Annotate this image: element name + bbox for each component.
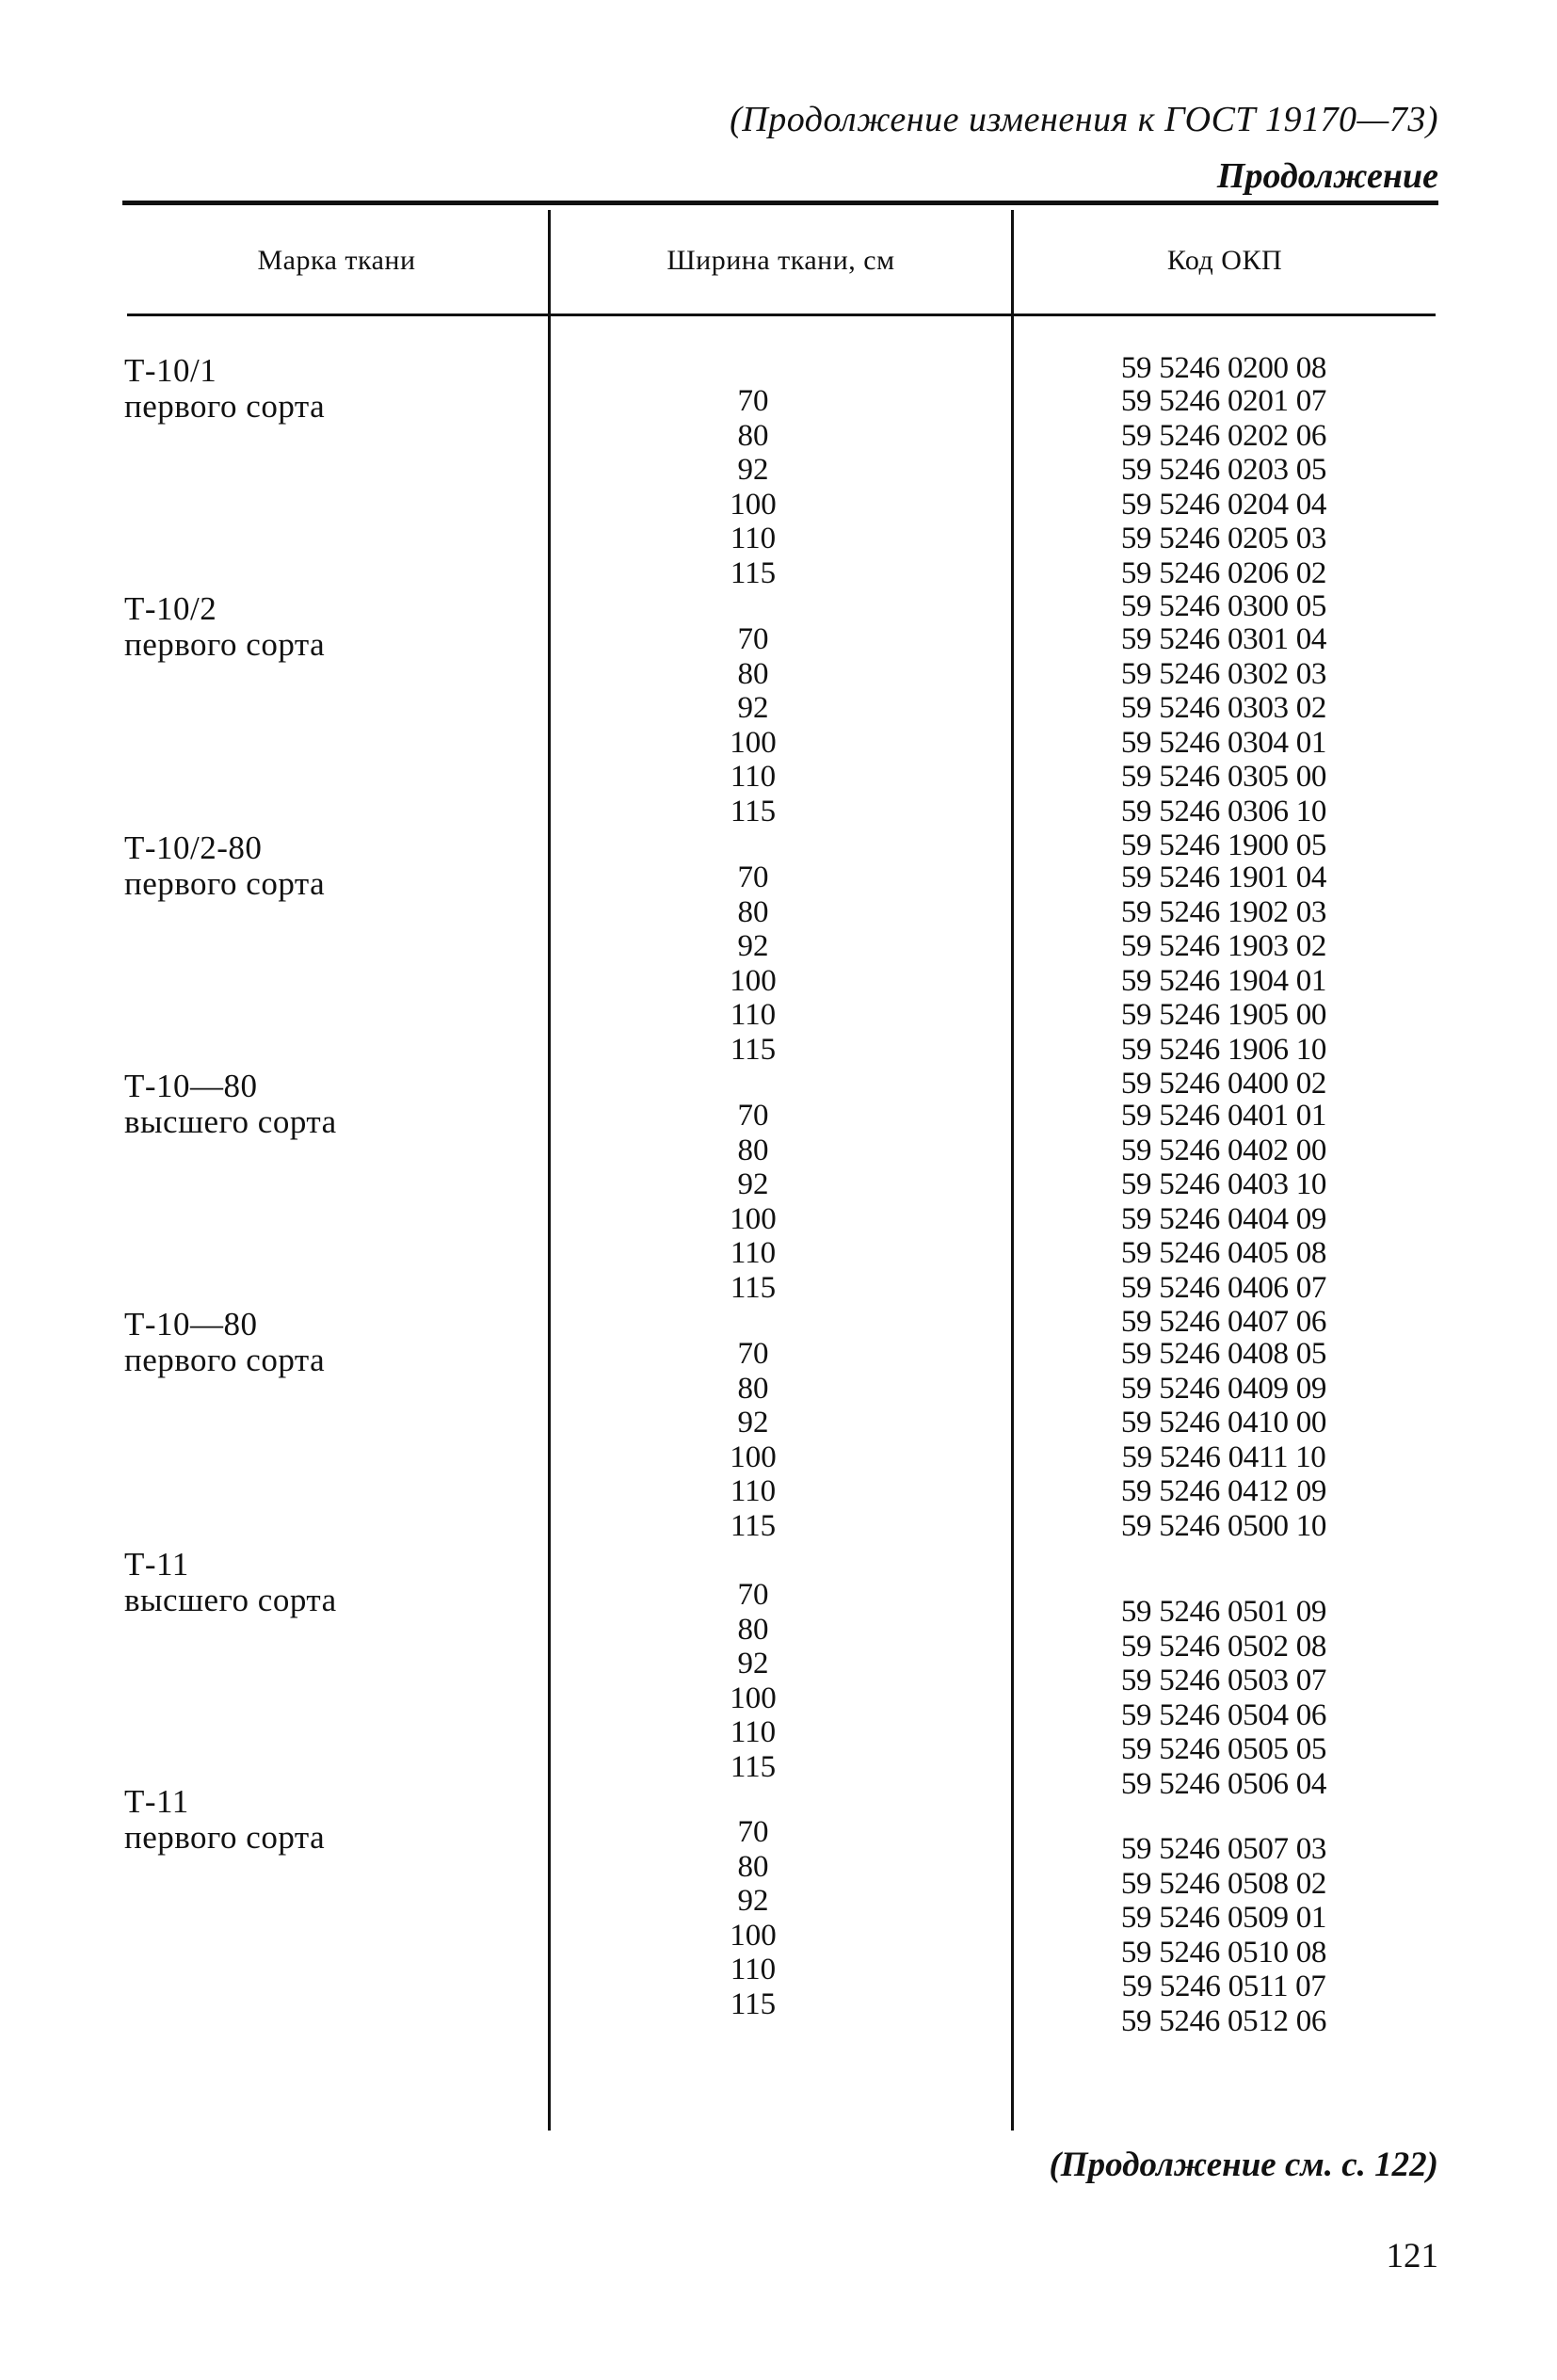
fabric-width: 100	[730, 487, 777, 522]
okp-code: 59 5246 0405 08	[1120, 1236, 1327, 1270]
okp-code: 59 5246 0511 07	[1121, 1970, 1326, 2003]
okp-code: 59 5246 0204 04	[1120, 487, 1327, 522]
okp-code: 59 5246 0304 01	[1120, 725, 1327, 760]
fabric-width: 80	[737, 894, 769, 929]
okp-code: 59 5246 0512 06	[1120, 2003, 1327, 2038]
okp-code: 59 5246 0505 05	[1120, 1732, 1327, 1766]
fabric-grade: первого сорта	[124, 1342, 326, 1378]
okp-code: 59 5246 0404 09	[1120, 1201, 1327, 1236]
column-header-width: Ширина ткани, см	[666, 245, 895, 276]
okp-code: 59 5246 0410 00	[1120, 1406, 1327, 1439]
fabric-width: 110	[730, 760, 777, 794]
okp-code: 59 5246 0501 09	[1120, 1595, 1327, 1629]
table-header-rule	[127, 314, 1436, 316]
fabric-width: 92	[737, 691, 769, 725]
okp-code: 59 5246 0504 06	[1120, 1697, 1327, 1732]
fabric-width: 115	[730, 1749, 777, 1784]
fabric-mark: Т-10/1	[124, 352, 217, 389]
fabric-width: 70	[737, 1578, 769, 1612]
fabric-width: 115	[730, 1032, 777, 1067]
okp-code: 59 5246 1902 03	[1120, 894, 1327, 929]
fabric-width: 92	[737, 1647, 769, 1680]
fabric-width: 115	[730, 1986, 777, 2021]
fabric-width: 70	[737, 1337, 769, 1371]
fabric-width: 110	[730, 1236, 777, 1270]
page-number: 121	[1386, 2237, 1438, 2275]
fabric-width: 80	[737, 418, 769, 453]
okp-code: 59 5246 0408 05	[1120, 1337, 1327, 1371]
fabric-grade: первого сорта	[124, 865, 326, 902]
okp-code: 59 5246 0305 00	[1120, 760, 1327, 794]
fabric-width: 70	[737, 384, 769, 418]
okp-code: 59 5246 0403 10	[1120, 1167, 1327, 1201]
okp-code: 59 5246 0508 02	[1120, 1866, 1327, 1901]
okp-code: 59 5246 0407 06	[1120, 1305, 1327, 1339]
fabric-grade: высшего сорта	[124, 1582, 337, 1618]
okp-code: 59 5246 1903 02	[1120, 929, 1327, 963]
column-header-mark: Марка ткани	[257, 245, 416, 276]
column-divider-2	[1011, 210, 1014, 2131]
continuation-reference: (Продолжение см. с. 122)	[1049, 2146, 1438, 2184]
fabric-width: 70	[737, 1099, 769, 1133]
fabric-width: 115	[730, 1270, 777, 1305]
okp-code: 59 5246 1900 05	[1120, 828, 1327, 862]
okp-code: 59 5246 0302 03	[1120, 656, 1327, 691]
column-divider-1	[548, 210, 551, 2131]
okp-code: 59 5246 0509 01	[1120, 1901, 1327, 1935]
okp-code: 59 5246 0506 04	[1120, 1766, 1327, 1801]
fabric-width: 100	[730, 1201, 777, 1236]
continuation-label: Продолжение	[1216, 156, 1438, 196]
okp-code: 59 5246 0401 01	[1120, 1099, 1327, 1133]
fabric-width: 110	[730, 1953, 777, 1986]
okp-code: 59 5246 0206 02	[1120, 555, 1327, 590]
fabric-mark: Т-11	[124, 1783, 189, 1820]
okp-code: 59 5246 0201 07	[1120, 384, 1327, 418]
okp-code: 59 5246 0507 03	[1120, 1832, 1327, 1866]
okp-code: 59 5246 0303 02	[1120, 691, 1327, 725]
okp-code: 59 5246 0402 00	[1120, 1133, 1327, 1167]
fabric-width: 80	[737, 1612, 769, 1647]
fabric-mark: Т-10—80	[124, 1068, 258, 1104]
okp-code: 59 5246 0412 09	[1120, 1474, 1327, 1508]
okp-code: 59 5246 0205 03	[1120, 522, 1327, 555]
okp-code: 59 5246 1906 10	[1120, 1032, 1327, 1067]
fabric-width: 70	[737, 860, 769, 894]
fabric-mark: Т-11	[124, 1546, 189, 1583]
fabric-width: 110	[730, 1474, 777, 1508]
fabric-width: 100	[730, 1439, 777, 1474]
fabric-width: 100	[730, 725, 777, 760]
fabric-grade: первого сорта	[124, 626, 326, 663]
fabric-width: 92	[737, 453, 769, 487]
continuation-note: (Продолжение изменения к ГОСТ 19170—73)	[730, 100, 1438, 139]
fabric-width: 115	[730, 1508, 777, 1543]
fabric-width: 100	[730, 963, 777, 998]
fabric-mark: Т-10/2	[124, 590, 217, 627]
okp-code: 59 5246 0202 06	[1120, 418, 1327, 453]
fabric-mark: Т-10/2-80	[124, 829, 263, 866]
okp-code: 59 5246 0400 02	[1120, 1067, 1327, 1101]
fabric-grade: первого сорта	[124, 1819, 326, 1856]
okp-code: 59 5246 0406 07	[1120, 1270, 1327, 1305]
okp-code: 59 5246 0502 08	[1120, 1629, 1327, 1664]
fabric-width: 115	[730, 555, 777, 590]
fabric-width: 80	[737, 656, 769, 691]
okp-code: 59 5246 0510 08	[1120, 1935, 1327, 1970]
column-header-code: Код ОКП	[1166, 245, 1283, 276]
okp-code: 59 5246 0409 09	[1120, 1371, 1327, 1406]
fabric-width: 110	[730, 1715, 777, 1749]
fabric-grade: высшего сорта	[124, 1103, 337, 1140]
fabric-width: 110	[730, 998, 777, 1032]
table-top-rule	[122, 201, 1438, 205]
okp-code: 59 5246 0500 10	[1120, 1508, 1327, 1543]
fabric-width: 92	[737, 1884, 769, 1918]
fabric-width: 70	[737, 622, 769, 656]
okp-code: 59 5246 0300 05	[1120, 589, 1327, 623]
fabric-width: 92	[737, 1167, 769, 1201]
fabric-width: 100	[730, 1918, 777, 1953]
okp-code: 59 5246 0301 04	[1120, 622, 1327, 656]
okp-code: 59 5246 0411 10	[1121, 1439, 1326, 1474]
okp-code: 59 5246 1905 00	[1120, 998, 1327, 1032]
fabric-width: 110	[730, 522, 777, 555]
okp-code: 59 5246 1904 01	[1120, 963, 1327, 998]
okp-code: 59 5246 0203 05	[1120, 453, 1327, 487]
fabric-width: 80	[737, 1133, 769, 1167]
okp-code: 59 5246 0306 10	[1120, 794, 1327, 828]
fabric-width: 92	[737, 1406, 769, 1439]
okp-code: 59 5246 0503 07	[1120, 1664, 1327, 1697]
fabric-width: 70	[737, 1815, 769, 1849]
fabric-width: 115	[730, 794, 777, 828]
fabric-width: 80	[737, 1371, 769, 1406]
okp-code: 59 5246 1901 04	[1120, 860, 1327, 894]
okp-code: 59 5246 0200 08	[1120, 351, 1327, 385]
fabric-mark: Т-10—80	[124, 1306, 258, 1343]
fabric-width: 80	[737, 1849, 769, 1884]
fabric-width: 100	[730, 1680, 777, 1715]
fabric-grade: первого сорта	[124, 388, 326, 425]
fabric-width: 92	[737, 929, 769, 963]
